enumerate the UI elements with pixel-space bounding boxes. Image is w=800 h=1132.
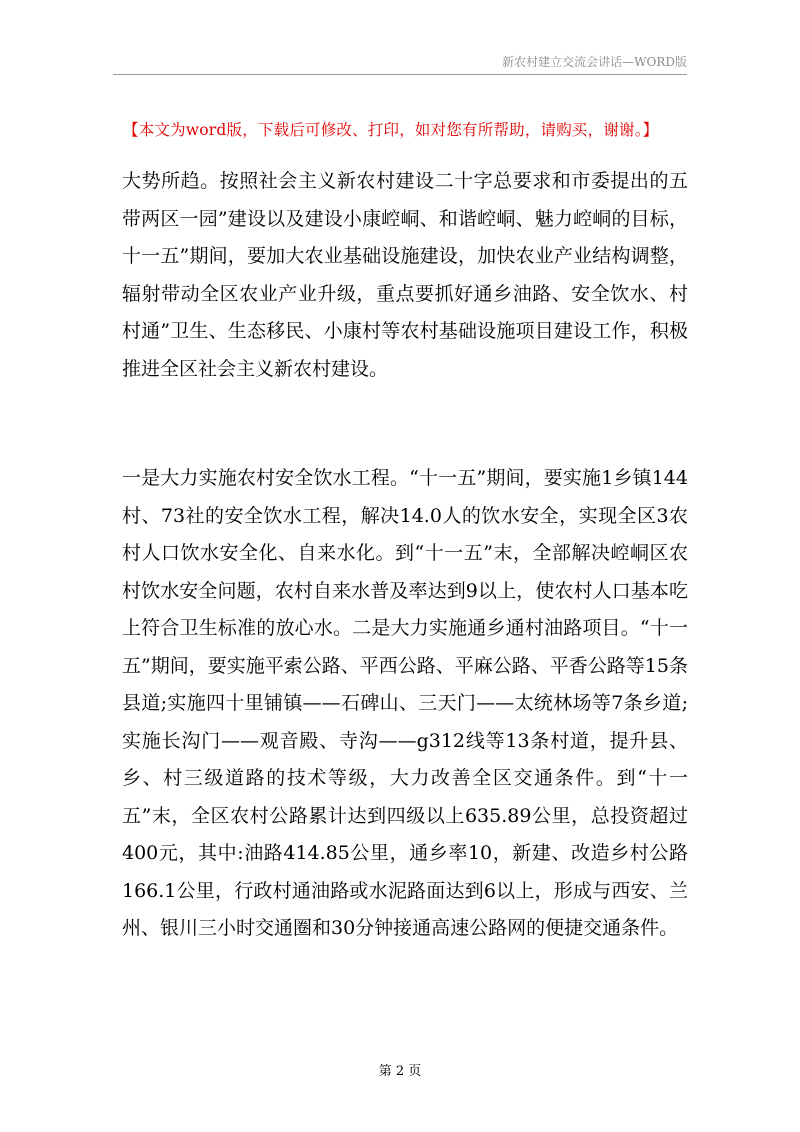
paragraph-2: 一是大力实施农村安全饮水工程。“十一五”期间，要实施1乡镇144村、73社的安全饮水工程，解决14.0人的饮水安全，实现全区3农村人口饮水安全化、自来水化。到“十一五”末，全部解决崆峒区农村饮水安全问题，农村自来水普及率达到9以上，使农村人口基本吃上符合卫生标准的放心水。二是大力实施通乡通村油路项目。“十一五”期间，要实施平索公路、平西公路、平麻公路、平香公路等15条县道;实施四十里铺镇——石碑山、三天门——太统林场等7条乡道;实施长沟门——观音殿、寺沟——g312线等13条村道，提升县、乡、村三级道路的技术等级，大力改善全区交通条件。到“十一五”末，全区农村公路累计达到四级以上635.89公里，总投资超过400元，其中:油路414.85公里，通乡率10，新建、改造乡村公路166.1公里，行政村通油路或水泥路面达到6以上，形成与西安、兰州、银川三小时交通圈和30分钟接通高速公路网的便捷交通条件。 xyxy=(122,467,688,939)
page-number: 第 2 页 xyxy=(378,1064,422,1079)
download-notice: 【本文为word版，下载后可修改、打印，如对您有所帮助，请购买，谢谢。】 xyxy=(123,121,659,139)
page-header-title: 新农村建立交流会讲话—WORD版 xyxy=(502,55,687,69)
paragraph-1: 大势所趋。按照社会主义新农村建设二十字总要求和市委提出的五带两区一园”建设以及建设小康崆峒、和谐崆峒、魅力崆峒的目标，十一五”期间，要加大农业基础设施建设，加快农业产业结构调整，辐射带动全区农业产业升级，重点要抓好通乡油路、安全饮水、村村通”卫生、生态移民、小康村等农村基础设施项目建设工作，积极推进全区社会主义新农村建设。 xyxy=(122,170,688,380)
header-divider xyxy=(113,74,687,75)
